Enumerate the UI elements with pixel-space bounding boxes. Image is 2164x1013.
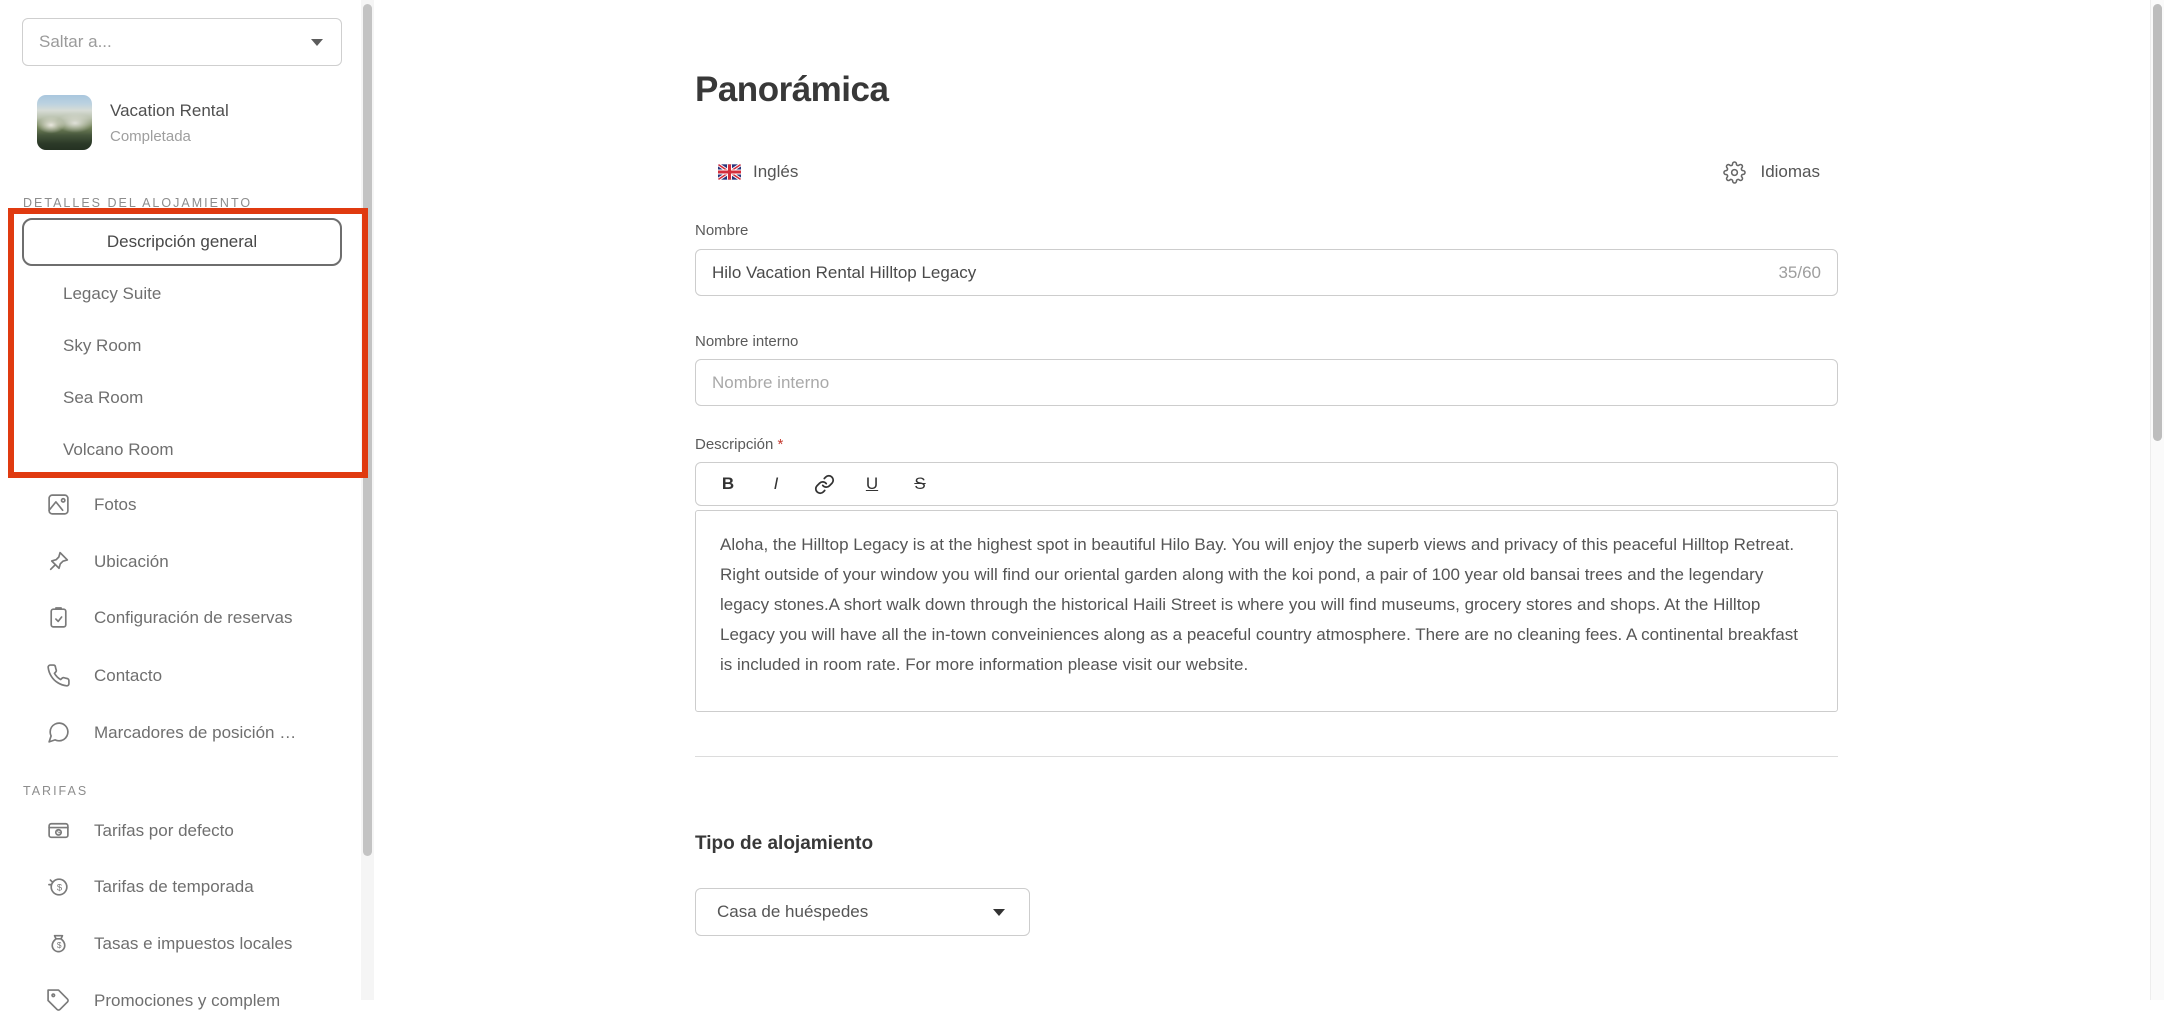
sidebar-item-sky-room[interactable]: Sky Room bbox=[63, 336, 142, 355]
language-tab-ingles[interactable] bbox=[718, 162, 798, 182]
name-input-box bbox=[695, 249, 1838, 296]
accommodation-type-heading: Tipo de alojamiento bbox=[695, 833, 874, 854]
sidebar-item-label: Marcadores de posición … bbox=[94, 722, 297, 742]
sidebar-item-ubicacion[interactable] bbox=[46, 549, 169, 574]
internal-name-field-label: Nombre interno bbox=[695, 333, 799, 350]
required-asterisk: * bbox=[777, 436, 784, 453]
sidebar-item-tarifas-temporada[interactable] bbox=[46, 874, 254, 899]
chat-bubble-icon bbox=[46, 720, 71, 745]
name-input[interactable] bbox=[696, 250, 1778, 295]
main-scrollbar-thumb[interactable] bbox=[2153, 4, 2162, 441]
sidebar-item-marcadores[interactable] bbox=[46, 720, 296, 745]
sidebar-item-volcano-room[interactable]: Volcano Room bbox=[63, 440, 174, 459]
link-button[interactable] bbox=[802, 466, 846, 502]
description-textarea[interactable]: Aloha, the Hilltop Legacy is at the highest spot in beautiful Hilo Bay. You will enjoy the superb views and privacy of this peaceful Hilltop Retreat. Right outside of your window you will find our oriental garden along with the koi pond, a pair of 100 year old bansai trees and the legendary legacy stones.A short walk down through the historical Haili Street is where you will find museums, grocery stores and shops. At the Hilltop Legacy you will have all the in-town conveiniences along as a peaceful country atmosphere. There are no cleaning fees. A continental breakfast is included in room rate. For more information please visit our website. bbox=[695, 510, 1838, 712]
sidebar-item-label: Configuración de reservas bbox=[94, 607, 293, 627]
description-field-label bbox=[695, 436, 1838, 453]
sidebar-item-label: Contacto bbox=[94, 665, 163, 685]
page-title: Panorámica bbox=[695, 70, 889, 109]
sidebar-item-label: Tarifas por defecto bbox=[94, 820, 234, 840]
strikethrough-button[interactable]: S bbox=[914, 474, 926, 493]
sidebar-scrollbar-thumb[interactable] bbox=[363, 4, 372, 856]
svg-text:$: $ bbox=[57, 827, 62, 837]
sidebar-item-label: Fotos bbox=[94, 494, 137, 514]
section-label-detalles: DETALLES DEL ALOJAMIENTO bbox=[23, 196, 253, 210]
main-panel bbox=[374, 0, 2150, 1000]
accommodation-type-value: Casa de huéspedes bbox=[717, 902, 869, 921]
rich-text-toolbar bbox=[695, 462, 1838, 506]
svg-text:$: $ bbox=[56, 882, 63, 893]
gear-icon bbox=[1723, 161, 1746, 184]
sidebar-item-configuracion-reservas[interactable] bbox=[46, 605, 292, 630]
sidebar-item-label: Tasas e impuestos locales bbox=[94, 933, 293, 953]
bold-button[interactable]: B bbox=[721, 474, 735, 493]
underline-button[interactable]: U bbox=[865, 474, 879, 493]
dollar-circle-icon bbox=[46, 874, 71, 899]
property-row[interactable] bbox=[37, 95, 337, 151]
money-bag-icon bbox=[46, 931, 71, 956]
property-status-badge: Completada bbox=[110, 128, 191, 145]
sidebar-item-promociones[interactable] bbox=[46, 988, 280, 1013]
sidebar-item-tasas-impuestos[interactable] bbox=[46, 931, 292, 956]
sidebar-item-label: Descripción general bbox=[106, 232, 258, 251]
char-counter: 35/60 bbox=[1778, 262, 1821, 282]
clipboard-check-icon bbox=[46, 605, 71, 630]
uk-flag-icon bbox=[718, 164, 741, 180]
language-label: Inglés bbox=[753, 162, 799, 181]
jump-to-select[interactable] bbox=[22, 18, 342, 66]
name-field-label: Nombre bbox=[695, 222, 749, 239]
languages-button-label: Idiomas bbox=[1760, 162, 1820, 181]
property-thumbnail bbox=[37, 95, 92, 150]
sidebar-item-label: Promociones y complem bbox=[94, 990, 281, 1010]
internal-name-input-box bbox=[695, 359, 1838, 406]
accommodation-type-select[interactable] bbox=[695, 888, 1030, 936]
sidebar bbox=[0, 0, 374, 1010]
chevron-down-icon bbox=[993, 909, 1005, 916]
sidebar-item-tarifas-defecto[interactable] bbox=[46, 818, 234, 843]
link-icon bbox=[814, 474, 835, 495]
internal-name-input[interactable] bbox=[696, 360, 1837, 405]
chevron-down-icon bbox=[311, 39, 323, 46]
description-label-text: Descripción bbox=[695, 436, 774, 453]
phone-icon bbox=[46, 663, 71, 688]
section-divider bbox=[695, 756, 1838, 757]
languages-button[interactable] bbox=[1723, 161, 1820, 184]
property-name: Vacation Rental bbox=[110, 101, 229, 120]
sidebar-item-label: Tarifas de temporada bbox=[94, 876, 254, 896]
italic-button[interactable]: I bbox=[773, 474, 779, 493]
sidebar-item-legacy-suite[interactable]: Legacy Suite bbox=[63, 284, 162, 303]
sidebar-item-descripcion-general[interactable] bbox=[22, 218, 342, 266]
cash-drawer-icon bbox=[46, 818, 71, 843]
svg-text:$: $ bbox=[56, 940, 62, 951]
photos-icon bbox=[46, 492, 71, 517]
discount-tag-icon bbox=[46, 988, 71, 1013]
section-label-tarifas: TARIFAS bbox=[23, 784, 89, 798]
sidebar-item-label: Ubicación bbox=[94, 551, 169, 571]
sidebar-item-contacto[interactable] bbox=[46, 663, 162, 688]
sidebar-item-sea-room[interactable]: Sea Room bbox=[63, 388, 144, 407]
jump-to-placeholder: Saltar a... bbox=[39, 32, 112, 51]
pin-icon bbox=[46, 549, 71, 574]
sidebar-item-fotos[interactable] bbox=[46, 492, 137, 517]
